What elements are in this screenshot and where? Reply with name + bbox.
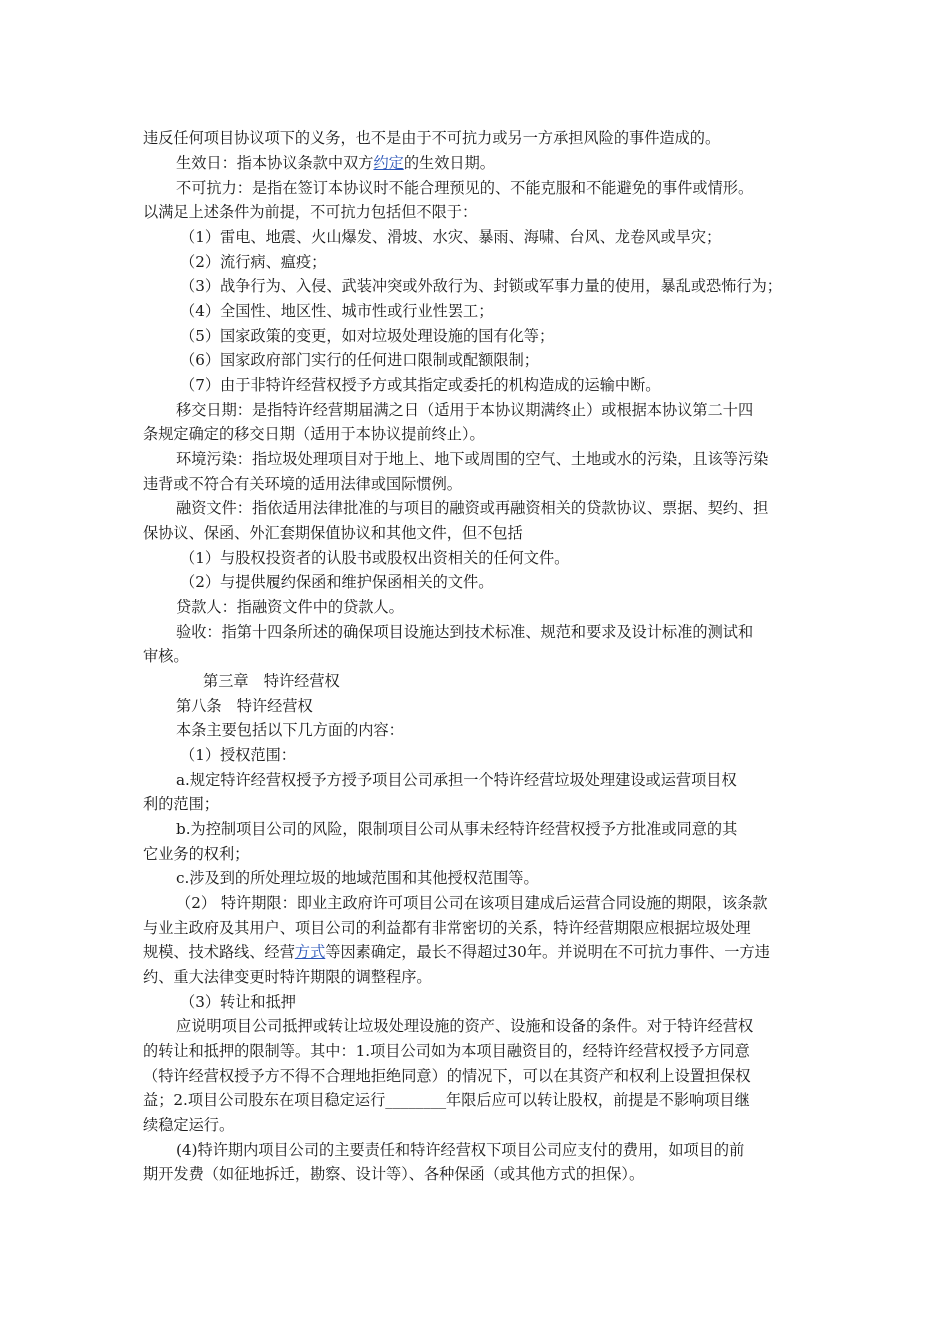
text-line: 验收：指第十四条所述的确保项目设施达到技术标准、规范和要求及设计标准的测试和 <box>176 623 754 641</box>
article-heading: 第八条 特许经营权 <box>176 697 313 715</box>
text-line: 应说明项目公司抵押或转让垃圾处理设施的资产、设施和设备的条件。对于特许经营权 <box>176 1017 754 1035</box>
list-item: （2）与提供履约保函和维护保函相关的文件。 <box>180 573 494 591</box>
text-line: 违反任何项目协议项下的义务，也不是由于不可抗力或另一方承担风险的事件造成的。 <box>143 129 721 147</box>
text-span: 的生效日期。 <box>403 154 495 172</box>
list-item: （1）授权范围： <box>180 746 296 764</box>
text-line: 的转让和抵押的限制等。其中：1.项目公司如为本项目融资目的，经特许经营权授予方同意 <box>143 1042 750 1060</box>
text-line-term <box>143 940 770 964</box>
chapter-heading: 第三章 特许经营权 <box>203 672 340 690</box>
list-item: （1）雷电、地震、火山爆发、滑坡、水灾、暴雨、海啸、台风、龙卷风或旱灾； <box>180 228 722 246</box>
text-line: 与业主政府及其用户、项目公司的利益都有非常密切的关系，特许经营期限应根据垃圾处理 <box>143 919 751 937</box>
text-line: 约、重大法律变更时特许期限的调整程序。 <box>143 968 432 986</box>
text-line: 不可抗力：是指在签订本协议时不能合理预见的、不能克服和不能避免的事件或情形。 <box>176 179 754 197</box>
text-line: 融资文件：指依适用法律批准的与项目的融资或再融资相关的贷款协议、票据、契约、担 <box>176 499 769 517</box>
text-span: 等因素确定，最长不得超过30年。并说明在不可抗力事件、一方违 <box>325 943 770 961</box>
text-line: (4)特许期内项目公司的主要责任和特许经营权下项目公司应支付的费用，如项目的前 <box>176 1141 745 1159</box>
text-line: 它业务的权利； <box>143 845 250 863</box>
list-item: （4）全国性、地区性、城市性或行业性罢工； <box>180 302 494 320</box>
text-line: b.为控制项目公司的风险，限制项目公司从事未经特许经营权授予方批准或同意的其 <box>176 820 738 838</box>
text-line: a.规定特许经营权授予方授予项目公司承担一个特许经营垃圾处理建设或运营项目权 <box>176 771 737 789</box>
text-line: 益；2.项目公司股东在项目稳定运行________年限后应可以转让股权，前提是不影响项目继 <box>143 1091 750 1109</box>
list-item: （3）战争行为、入侵、武装冲突或外敌行为、封锁或军事力量的使用，暴乱或恐怖行为； <box>180 277 782 295</box>
text-line: 本条主要包括以下几方面的内容： <box>176 721 404 739</box>
text-line: 环境污染：指垃圾处理项目对于地上、地下或周围的空气、土地或水的污染，且该等污染 <box>176 450 769 468</box>
list-item: （1）与股权投资者的认股书或股权出资相关的任何文件。 <box>180 549 570 567</box>
text-line: 审核。 <box>143 647 189 665</box>
text-line: （2） 特许期限：即业主政府许可项目公司在该项目建成后运营合同设施的期限，该条款 <box>176 894 768 912</box>
text-line: 续稳定运行。 <box>143 1116 235 1134</box>
list-item: （2）流行病、瘟疫； <box>180 253 327 271</box>
list-item: （3）转让和抵押 <box>180 993 296 1011</box>
list-item: （5）国家政策的变更，如对垃圾处理设施的国有化等； <box>180 327 555 345</box>
link-agreement[interactable]: 约定 <box>373 154 404 172</box>
text-line: 移交日期：是指特许经营期届满之日（适用于本协议期满终止）或根据本协议第二十四 <box>176 401 754 419</box>
text-line: 条规定确定的移交日期（适用于本协议提前终止）。 <box>143 425 485 443</box>
text-line-effective-date <box>176 151 495 175</box>
text-span: 生效日：指本协议条款中双方 <box>176 154 374 172</box>
text-span: 规模、技术路线、经营 <box>143 943 295 961</box>
list-item: （7）由于非特许经营权授予方或其指定或委托的机构造成的运输中断。 <box>180 376 661 394</box>
text-line: （特许经营权授予方不得不合理地拒绝同意）的情况下，可以在其资产和权利上设置担保权 <box>143 1067 751 1085</box>
text-line: 贷款人：指融资文件中的贷款人。 <box>176 598 404 616</box>
text-line: c.涉及到的所处理垃圾的地域范围和其他授权范围等。 <box>176 869 539 887</box>
link-method[interactable]: 方式 <box>294 943 326 961</box>
text-line: 违背或不符合有关环境的适用法律或国际惯例。 <box>143 475 462 493</box>
text-line: 以满足上述条件为前提，不可抗力包括但不限于： <box>143 203 478 221</box>
text-line: 利的范围； <box>143 795 219 813</box>
list-item: （6）国家政府部门实行的任何进口限制或配额限制； <box>180 351 539 369</box>
text-line: 保协议、保函、外汇套期保值协议和其他文件，但不包括 <box>143 524 523 542</box>
text-line: 期开发费（如征地拆迁，勘察、设计等）、各种保函（或其他方式的担保）。 <box>143 1165 645 1183</box>
